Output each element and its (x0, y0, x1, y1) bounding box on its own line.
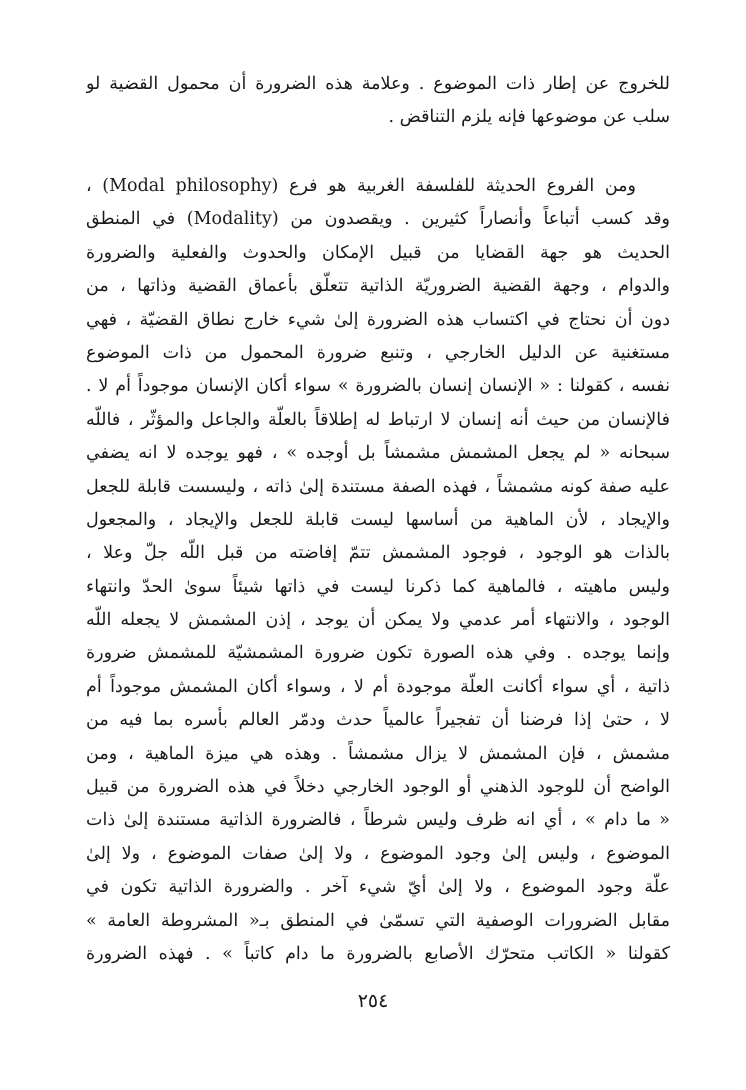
text-line: سبحانه « لم يجعل المشمش مشمشاً بل أوجده » ، فهو يوجده لا انه يضفي (86, 443, 670, 464)
paragraph-2 (86, 170, 670, 971)
text-line: الحديث هو جهة القضايا من قبيل الإمكان والحدوث والفعلية والضرورة (86, 242, 670, 263)
text-line: ومن الفروع الحديثة للفلسفة الغربية هو فرع (Modal philosophy) ، (86, 176, 636, 196)
text-line: وليس ماهيته ، فالماهية كما ذكرنا ليست في ذاتها شيئاً سوىٰ الحدّ وانتهاء (86, 576, 670, 597)
text-line: « ما دام » ، أي انه ظرف وليس شرطاً ، فالضرورة الذاتية مستندة إلىٰ ذات (86, 810, 670, 831)
text-line: دون أن نحتاج في اكتساب هذه الضرورة إلىٰ شيء خارج نطاق القضيّة ، فهي (86, 309, 670, 330)
page-number: ٢٥٤ (357, 990, 389, 1012)
text-line: مقابل الضرورات الوصفية التي تسمّىٰ في المنطق بـ« المشروطة العامة » (86, 910, 670, 931)
text-line: مشمش ، فإن المشمش لا يزال مشمشاً . وهذه هي ميزة الماهية ، ومن (86, 743, 670, 764)
text-line: علّة وجود الموضوع ، ولا إلىٰ أيّ شيء آخر . والضرورة الذاتية تكون في (86, 877, 670, 898)
text-line: مستغنية عن الدليل الخارجي ، وتنبع ضرورة المحمول من ذات الموضوع (86, 342, 670, 363)
text-line: كقولنا « الكاتب متحرّك الأصابع بالضرورة ما دام كاتباً » . فهذه الضرورة (86, 943, 670, 964)
text-line: بالذات هو الوجود ، فوجود المشمش تتمّ إفاضته من قبل اللّه جلّ وعلا ، (86, 543, 670, 564)
text-line: عليه صفة كونه مشمشاً ، فهذه الصفة مستندة إلىٰ ذاته ، وليسست قابلة للجعل (86, 476, 670, 497)
text-line: نفسه ، كقولنا : « الإنسان إنسان بالضرورة » سواء أكان الإنسان موجوداً أم لا . (86, 376, 670, 397)
text-line: لا ، حتىٰ إذا فرضنا أن تفجيراً عالمياً حدث ودمّر العالم بأسره بما فيه من (86, 710, 670, 731)
text-line: الواضح أن للوجود الذهني أو الوجود الخارجي دخلاً في هذه الضرورة من قبيل (86, 777, 670, 798)
text-line: وقد كسب أتباعاً وأنصاراً كثيرين . ويقصدون من (Modality) في المنطق (86, 209, 670, 230)
text-line: للخروج عن إطار ذات الموضوع . وعلامة هذه الضرورة أن محمول القضية لو (86, 74, 670, 94)
text-line: الوجود ، والانتهاء أمر عدمي ولا يمكن أن يوجد ، إذن المشمش لا يجعله اللّه (86, 610, 670, 631)
text-line: الموضوع ، وليس إلىٰ وجود الموضوع ، ولا إلىٰ صفات الموضوع ، ولا إلىٰ (86, 843, 670, 864)
text-line: وإنما يوجده . وفي هذه الصورة تكون ضرورة المشمشيّة للمشمش ضرورة (86, 643, 670, 664)
text-line: والإيجاد ، لأن الماهية من أساسها ليست قابلة للجعل والإيجاد ، والمجعول (86, 509, 670, 530)
text-line: والدوام ، وجهة القضية الضروريّة الذاتية تتعلّق بأعماق القضية وذاتها ، من (86, 276, 670, 297)
text-line: سلب عن موضوعها فإنه يلزم التناقض . (388, 107, 670, 128)
paragraph-1 (86, 68, 670, 135)
text-line: فالإنسان من حيث أنه إنسان لا ارتباط له إطلاقاً بالعلّة والجاعل والمؤثّر ، فاللّه (86, 409, 670, 430)
text-line: ذاتية ، أي سواء أكانت العلّة موجودة أم لا ، وسواء أكان المشمش موجوداً أم (86, 676, 670, 697)
